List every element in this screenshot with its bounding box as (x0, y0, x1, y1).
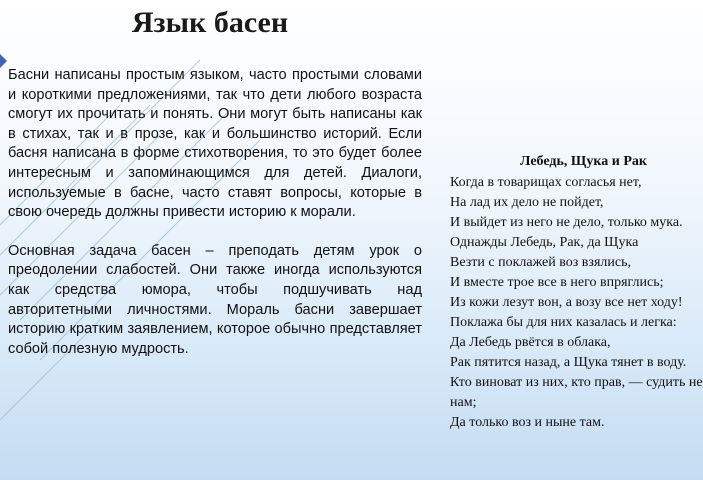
fable-poem (450, 152, 703, 452)
bullet-marker-icon (0, 54, 7, 68)
poem-line: И выйдет из него не дело, только мука. (450, 215, 683, 230)
poem-title: Лебедь, Щука и Рак (520, 154, 647, 169)
poem-line: Да Лебедь рвётся в облака, (450, 335, 611, 350)
poem-line: Когда в товарищах согласья нет, (450, 175, 642, 190)
slide-title: Язык басен (131, 6, 289, 39)
poem-line: Рак пятится назад, а Щука тянет в воду. (450, 355, 687, 370)
paragraph-2: Основная задача басен – преподать детям урок о преодолении слабостей. Они также иногда используются как средства юмора, чтобы подшучивать над авторитетными личностями. Мораль басни завершает историю кратким заявлением, которое обычно представляет собой полезную мудрость. (8, 242, 422, 357)
body-text (8, 66, 422, 378)
poem-line: Да только воз и ныне там. (450, 415, 605, 430)
poem-line: Однажды Лебедь, Рак, да Щука (450, 235, 639, 250)
poem-line: На лад их дело не пойдет, (450, 195, 604, 210)
poem-line: нам; (450, 395, 477, 410)
poem-line: Везти с поклажей воз взялись, (450, 255, 631, 270)
poem-line: Кто виноват из них, кто прав, — судить не (450, 375, 703, 390)
paragraph-1: Басни написаны простым языком, часто простыми словами и короткими предложениями, так что дети любого возраста смогут их прочитать и понять. Они могут быть написаны как в стихах, так и в прозе, как и большинство историй. Если басня написана в форме стихотворения, то это будет более интересным и запоминающимся для детей. Диалоги, используемые в басне, часто ставят вопросы, которые в свою очередь должны привести историю к морали. (8, 67, 422, 221)
poem-line: И вместе трое все в него впряглись; (450, 275, 664, 290)
poem-line: Из кожи лезут вон, а возу все нет ходу! (450, 295, 683, 310)
poem-line: Поклажа бы для них казалась и легка: (450, 315, 677, 330)
